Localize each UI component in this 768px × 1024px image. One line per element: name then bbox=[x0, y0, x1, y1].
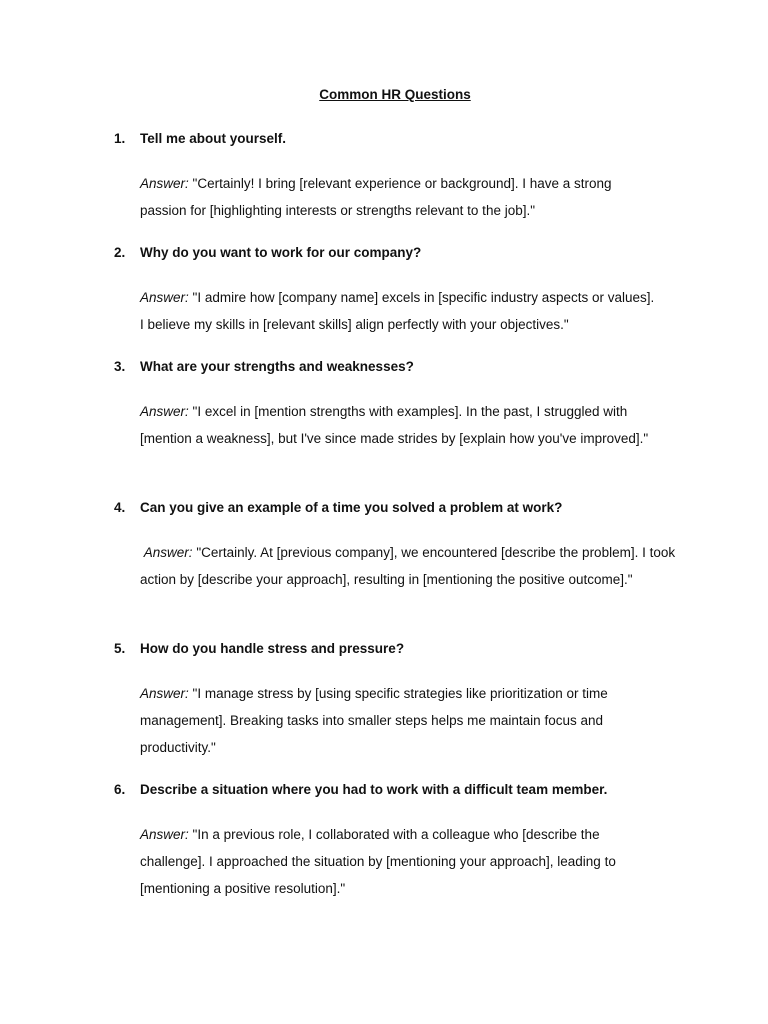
answer-text: "Certainly. At [previous company], we encountered [describe the problem]. I took action by [describe your approach], resulting in [mentioning the positive outcome]." bbox=[140, 545, 676, 587]
answer-text: "Certainly! I bring [relevant experience or background]. I have a strong passion for [highlighting interests or strengths relevant to the job]." bbox=[140, 176, 612, 218]
question-number: 2. bbox=[114, 245, 126, 260]
question-number: 4. bbox=[114, 500, 126, 515]
answer-label: Answer: bbox=[140, 686, 189, 701]
answer-paragraph bbox=[140, 170, 650, 224]
answer-label: Answer: bbox=[143, 545, 193, 560]
answer-label: Answer: bbox=[140, 290, 189, 305]
question-number: 6. bbox=[114, 782, 126, 797]
answer-text: "I admire how [company name] excels in [specific industry aspects or values]. I believe my skills in [relevant skills] align perfectly with your objectives." bbox=[140, 290, 655, 332]
question-text: What are your strengths and weaknesses? bbox=[140, 359, 414, 374]
answer-paragraph bbox=[140, 680, 645, 761]
question-text: Can you give an example of a time you solved a problem at work? bbox=[140, 500, 563, 515]
answer-paragraph bbox=[140, 398, 665, 452]
answer-paragraph bbox=[140, 821, 655, 902]
question-number: 5. bbox=[114, 641, 126, 656]
answer-text: "I manage stress by [using specific strategies like prioritization or time management]. Breaking tasks into smaller steps helps me maintain focus and productivity." bbox=[140, 686, 608, 755]
question-text: Tell me about yourself. bbox=[140, 131, 287, 146]
answer-label: Answer: bbox=[140, 176, 189, 191]
answer-paragraph bbox=[140, 284, 655, 338]
answer-text: "I excel in [mention strengths with examples]. In the past, I struggled with [mention a weakness], but I've since made strides by [explain how you've improved]." bbox=[140, 404, 649, 446]
answer-label: Answer: bbox=[140, 827, 189, 842]
answer-text: "In a previous role, I collaborated with a colleague who [describe the challenge]. I approached the situation by [mentioning your approach], leading to [mentioning a positive resolution]." bbox=[140, 827, 616, 896]
question-number: 3. bbox=[114, 359, 126, 374]
question-text: How do you handle stress and pressure? bbox=[140, 641, 405, 656]
answer-paragraph bbox=[140, 539, 680, 593]
question-text: Why do you want to work for our company? bbox=[140, 245, 422, 260]
question-text: Describe a situation where you had to work with a difficult team member. bbox=[140, 782, 608, 797]
question-number: 1. bbox=[114, 131, 126, 146]
answer-label: Answer: bbox=[140, 404, 189, 419]
page-title: Common HR Questions bbox=[319, 87, 471, 102]
